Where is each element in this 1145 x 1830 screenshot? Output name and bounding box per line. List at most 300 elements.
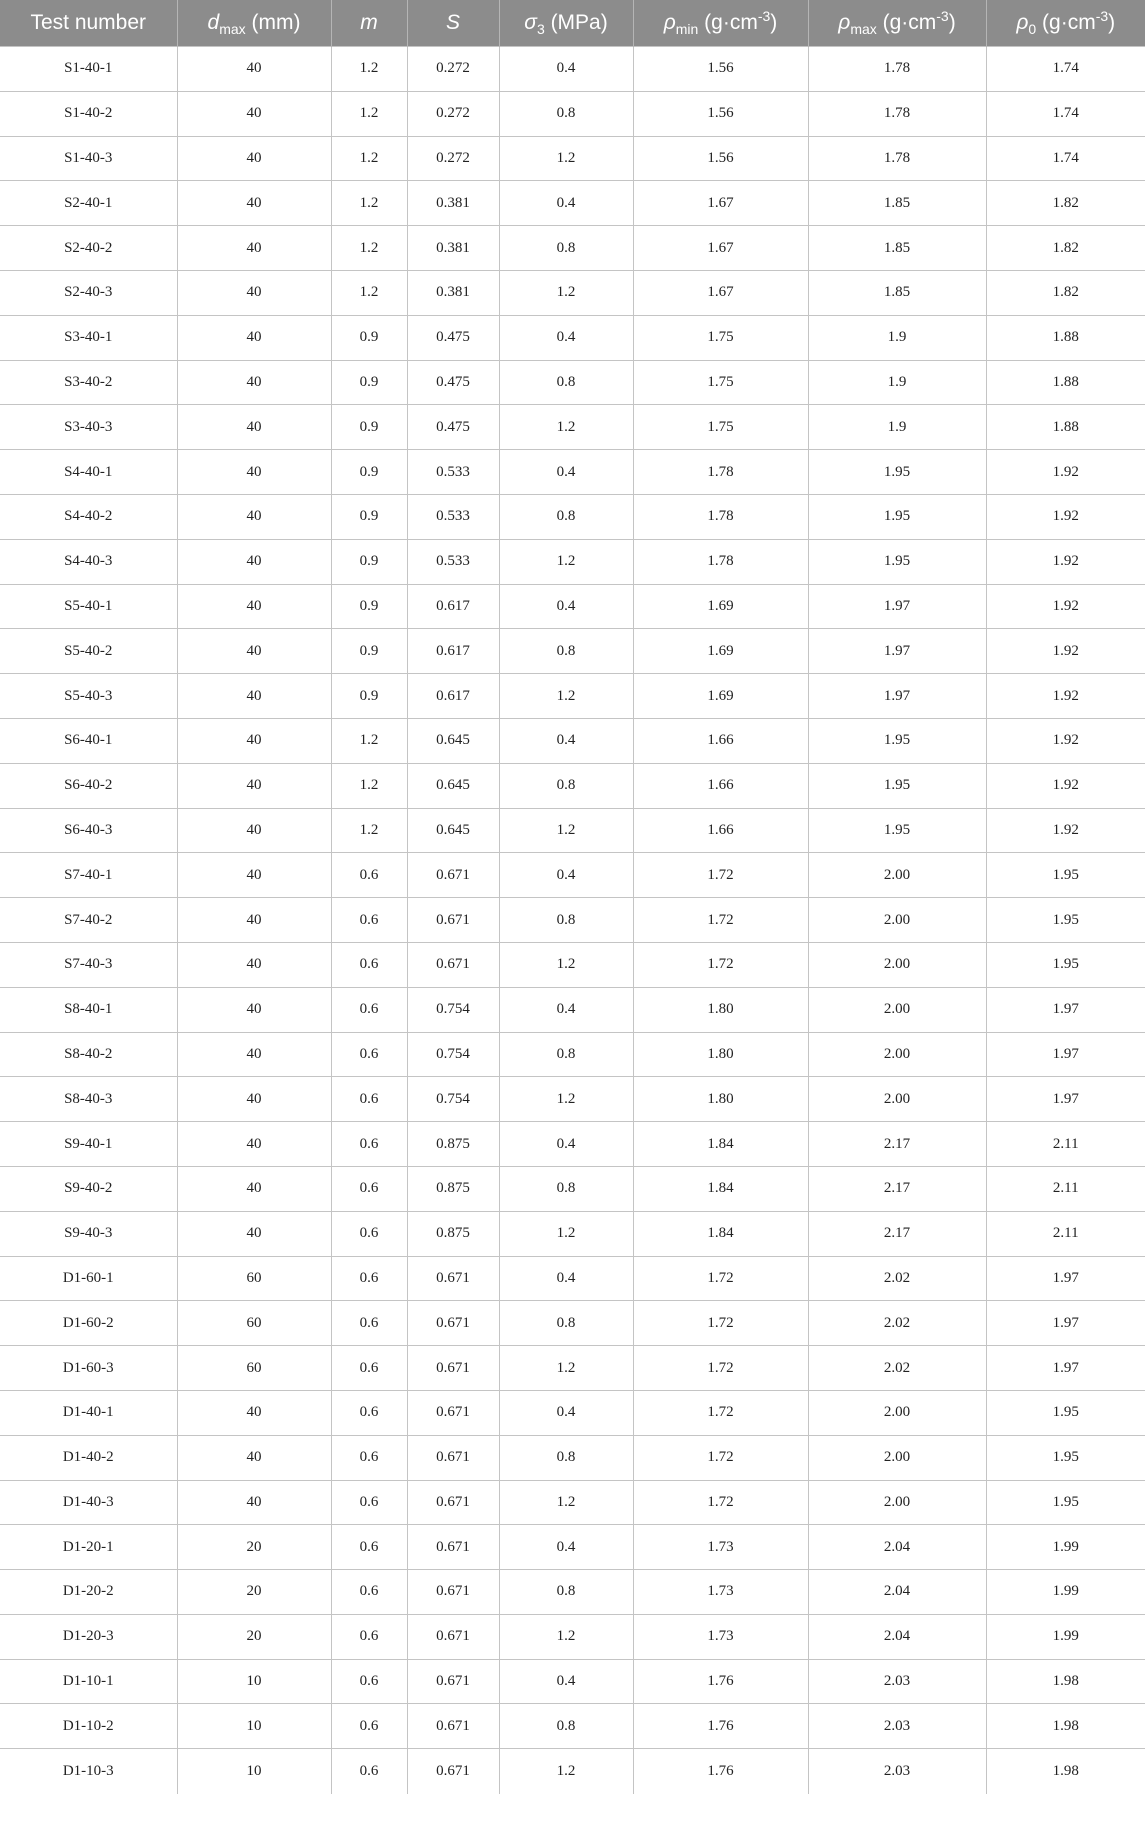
header-unit: (mm) (245, 11, 301, 34)
cell-dmax: 40 (177, 763, 331, 808)
cell-dmax: 40 (177, 270, 331, 315)
cell-test-number: D1-20-2 (0, 1570, 177, 1615)
cell-dmax: 40 (177, 91, 331, 136)
cell-rho-min: 1.84 (633, 1122, 808, 1167)
cell-rho-min: 1.66 (633, 808, 808, 853)
cell-sigma3: 0.8 (499, 1570, 633, 1615)
table-row (0, 674, 1145, 719)
cell-test-number: D1-20-1 (0, 1525, 177, 1570)
table-row (0, 1480, 1145, 1525)
cell-m: 1.2 (331, 136, 407, 181)
cell-rho-max: 1.95 (808, 718, 986, 763)
table-row (0, 1346, 1145, 1391)
table-row (0, 360, 1145, 405)
cell-s: 0.533 (407, 494, 499, 539)
header-rho-0: $\rho_0$ $(g\cdot cm^{-3})$ (986, 0, 1145, 47)
cell-sigma3: 0.4 (499, 1122, 633, 1167)
cell-s: 0.671 (407, 1256, 499, 1301)
cell-rho-0: 1.99 (986, 1525, 1145, 1570)
cell-dmax: 40 (177, 898, 331, 943)
cell-rho-max: 1.97 (808, 584, 986, 629)
cell-sigma3: 1.2 (499, 539, 633, 584)
table-row (0, 270, 1145, 315)
cell-m: 0.6 (331, 1749, 407, 1794)
cell-rho-0: 1.97 (986, 1256, 1145, 1301)
cell-s: 0.754 (407, 1077, 499, 1122)
table-row (0, 629, 1145, 674)
header-row (0, 0, 1145, 47)
cell-rho-0: 2.11 (986, 1211, 1145, 1256)
cell-test-number: S1-40-3 (0, 136, 177, 181)
header-symbol: ρ (663, 11, 676, 34)
table-row (0, 47, 1145, 92)
cell-rho-min: 1.72 (633, 1346, 808, 1391)
cell-m: 0.6 (331, 1525, 407, 1570)
cell-s: 0.475 (407, 360, 499, 405)
cell-sigma3: 1.2 (499, 942, 633, 987)
cell-test-number: S2-40-1 (0, 181, 177, 226)
cell-sigma3: 0.8 (499, 1032, 633, 1077)
cell-rho-max: 1.95 (808, 763, 986, 808)
cell-rho-0: 1.98 (986, 1704, 1145, 1749)
cell-s: 0.272 (407, 47, 499, 92)
table-row (0, 1211, 1145, 1256)
cell-rho-max: 1.97 (808, 674, 986, 719)
cell-rho-min: 1.76 (633, 1659, 808, 1704)
cell-rho-max: 1.78 (808, 136, 986, 181)
cell-sigma3: 0.4 (499, 1390, 633, 1435)
cell-dmax: 40 (177, 360, 331, 405)
cell-m: 1.2 (331, 47, 407, 92)
cell-rho-min: 1.72 (633, 853, 808, 898)
cell-rho-0: 1.98 (986, 1659, 1145, 1704)
cell-dmax: 10 (177, 1749, 331, 1794)
cell-sigma3: 0.4 (499, 450, 633, 495)
header-subscript: max (219, 21, 246, 38)
cell-rho-0: 1.92 (986, 584, 1145, 629)
cell-rho-0: 2.11 (986, 1166, 1145, 1211)
cell-s: 0.533 (407, 450, 499, 495)
cell-test-number: D1-20-3 (0, 1614, 177, 1659)
header-subscript: max (850, 21, 877, 38)
cell-test-number: S7-40-3 (0, 942, 177, 987)
cell-dmax: 40 (177, 1032, 331, 1077)
header-sigma3 (499, 0, 633, 47)
cell-rho-min: 1.72 (633, 1256, 808, 1301)
cell-rho-0: 1.92 (986, 539, 1145, 584)
cell-rho-max: 1.9 (808, 315, 986, 360)
cell-rho-min: 1.75 (633, 405, 808, 450)
cell-rho-max: 2.00 (808, 1480, 986, 1525)
cell-rho-max: 1.78 (808, 47, 986, 92)
table-row (0, 315, 1145, 360)
cell-rho-min: 1.72 (633, 898, 808, 943)
cell-sigma3: 1.2 (499, 1749, 633, 1794)
cell-rho-0: 1.98 (986, 1749, 1145, 1794)
table-row (0, 1704, 1145, 1749)
cell-m: 1.2 (331, 270, 407, 315)
cell-dmax: 60 (177, 1256, 331, 1301)
cell-dmax: 40 (177, 853, 331, 898)
cell-rho-0: 1.97 (986, 1301, 1145, 1346)
header-superscript: -3 (757, 8, 771, 24)
cell-rho-0: 2.11 (986, 1122, 1145, 1167)
table-row (0, 808, 1145, 853)
cell-s: 0.475 (407, 405, 499, 450)
cell-dmax: 20 (177, 1570, 331, 1615)
cell-test-number: S6-40-3 (0, 808, 177, 853)
cell-sigma3: 0.8 (499, 494, 633, 539)
cell-m: 0.6 (331, 1480, 407, 1525)
cell-test-number: D1-10-1 (0, 1659, 177, 1704)
table-row (0, 136, 1145, 181)
cell-rho-max: 2.04 (808, 1570, 986, 1615)
cell-test-number: D1-40-1 (0, 1390, 177, 1435)
cell-rho-max: 2.04 (808, 1525, 986, 1570)
header-symbol: d (207, 11, 220, 34)
cell-test-number: S9-40-1 (0, 1122, 177, 1167)
cell-test-number: S1-40-2 (0, 91, 177, 136)
cell-rho-min: 1.56 (633, 91, 808, 136)
header-m (331, 0, 407, 47)
table-row (0, 1390, 1145, 1435)
cell-m: 0.6 (331, 1659, 407, 1704)
cell-sigma3: 1.2 (499, 808, 633, 853)
cell-m: 0.9 (331, 494, 407, 539)
cell-sigma3: 0.8 (499, 91, 633, 136)
header-text: Test number (30, 11, 147, 34)
cell-m: 0.6 (331, 942, 407, 987)
cell-sigma3: 0.8 (499, 1435, 633, 1480)
header-superscript: -3 (936, 8, 949, 24)
cell-sigma3: 1.2 (499, 405, 633, 450)
cell-sigma3: 1.2 (499, 1346, 633, 1391)
cell-dmax: 40 (177, 584, 331, 629)
cell-test-number: S9-40-2 (0, 1166, 177, 1211)
cell-test-number: S2-40-2 (0, 226, 177, 271)
table-row (0, 1659, 1145, 1704)
table-row (0, 1166, 1145, 1211)
header-dmax (177, 0, 331, 47)
cell-s: 0.754 (407, 1032, 499, 1077)
cell-m: 0.6 (331, 1614, 407, 1659)
cell-m: 0.6 (331, 1166, 407, 1211)
cell-test-number: D1-40-3 (0, 1480, 177, 1525)
cell-rho-max: 2.17 (808, 1211, 986, 1256)
cell-rho-0: 1.92 (986, 808, 1145, 853)
cell-m: 0.6 (331, 987, 407, 1032)
cell-rho-max: 2.00 (808, 853, 986, 898)
cell-s: 0.671 (407, 1614, 499, 1659)
cell-sigma3: 1.2 (499, 1480, 633, 1525)
cell-sigma3: 0.8 (499, 898, 633, 943)
cell-s: 0.875 (407, 1211, 499, 1256)
cell-rho-max: 1.95 (808, 808, 986, 853)
cell-m: 1.2 (331, 808, 407, 853)
cell-s: 0.671 (407, 1704, 499, 1749)
cell-s: 0.645 (407, 763, 499, 808)
table-row (0, 494, 1145, 539)
cell-rho-min: 1.80 (633, 1032, 808, 1077)
cell-test-number: S5-40-1 (0, 584, 177, 629)
cell-rho-max: 1.95 (808, 539, 986, 584)
cell-dmax: 40 (177, 808, 331, 853)
cell-sigma3: 0.8 (499, 1704, 633, 1749)
cell-sigma3: 0.4 (499, 987, 633, 1032)
cell-m: 0.6 (331, 1704, 407, 1749)
cell-rho-max: 2.17 (808, 1166, 986, 1211)
cell-rho-0: 1.82 (986, 181, 1145, 226)
cell-test-number: S7-40-2 (0, 898, 177, 943)
table-row (0, 1435, 1145, 1480)
cell-rho-0: 1.92 (986, 629, 1145, 674)
cell-s: 0.671 (407, 1570, 499, 1615)
cell-s: 0.671 (407, 1525, 499, 1570)
cell-rho-0: 1.95 (986, 1480, 1145, 1525)
cell-dmax: 20 (177, 1614, 331, 1659)
cell-rho-max: 1.85 (808, 181, 986, 226)
cell-s: 0.381 (407, 226, 499, 271)
cell-rho-min: 1.76 (633, 1704, 808, 1749)
table-header (0, 0, 1145, 47)
cell-rho-min: 1.78 (633, 494, 808, 539)
cell-dmax: 40 (177, 315, 331, 360)
cell-sigma3: 0.4 (499, 181, 633, 226)
header-symbol: ρ (1016, 11, 1029, 34)
cell-rho-0: 1.95 (986, 1390, 1145, 1435)
cell-m: 0.6 (331, 1211, 407, 1256)
cell-sigma3: 1.2 (499, 674, 633, 719)
cell-m: 0.9 (331, 405, 407, 450)
cell-dmax: 40 (177, 1122, 331, 1167)
cell-m: 1.2 (331, 91, 407, 136)
table-row (0, 942, 1145, 987)
header-rho-min: $\rho_{min}$ $(g\cdot cm^{-3})$ (633, 0, 808, 47)
cell-sigma3: 0.4 (499, 47, 633, 92)
cell-rho-min: 1.72 (633, 1301, 808, 1346)
cell-dmax: 60 (177, 1346, 331, 1391)
cell-dmax: 40 (177, 47, 331, 92)
table-row (0, 1256, 1145, 1301)
cell-rho-max: 1.95 (808, 450, 986, 495)
cell-rho-min: 1.72 (633, 1435, 808, 1480)
cell-test-number: D1-60-1 (0, 1256, 177, 1301)
cell-rho-min: 1.80 (633, 1077, 808, 1122)
cell-s: 0.617 (407, 584, 499, 629)
cell-rho-0: 1.99 (986, 1570, 1145, 1615)
cell-sigma3: 0.4 (499, 853, 633, 898)
header-symbol: S (445, 11, 460, 34)
table-row (0, 405, 1145, 450)
table-row (0, 1032, 1145, 1077)
cell-s: 0.875 (407, 1166, 499, 1211)
cell-s: 0.533 (407, 539, 499, 584)
cell-s: 0.671 (407, 1390, 499, 1435)
cell-rho-max: 2.03 (808, 1749, 986, 1794)
cell-m: 1.2 (331, 181, 407, 226)
cell-rho-0: 1.88 (986, 315, 1145, 360)
table-row (0, 1122, 1145, 1167)
table-row (0, 539, 1145, 584)
cell-rho-0: 1.82 (986, 226, 1145, 271)
cell-test-number: S2-40-3 (0, 270, 177, 315)
cell-rho-0: 1.95 (986, 942, 1145, 987)
cell-s: 0.671 (407, 898, 499, 943)
cell-rho-min: 1.73 (633, 1570, 808, 1615)
cell-rho-0: 1.82 (986, 270, 1145, 315)
cell-rho-max: 2.00 (808, 1077, 986, 1122)
cell-sigma3: 0.4 (499, 1525, 633, 1570)
cell-sigma3: 1.2 (499, 1211, 633, 1256)
cell-m: 1.2 (331, 763, 407, 808)
cell-sigma3: 0.4 (499, 584, 633, 629)
header-test-number (0, 0, 177, 47)
cell-sigma3: 1.2 (499, 1614, 633, 1659)
cell-m: 0.6 (331, 1346, 407, 1391)
cell-m: 0.9 (331, 584, 407, 629)
cell-m: 0.9 (331, 450, 407, 495)
cell-test-number: S4-40-1 (0, 450, 177, 495)
cell-rho-min: 1.56 (633, 136, 808, 181)
cell-rho-min: 1.67 (633, 181, 808, 226)
cell-m: 0.6 (331, 1570, 407, 1615)
table-row (0, 181, 1145, 226)
cell-dmax: 10 (177, 1704, 331, 1749)
cell-rho-min: 1.69 (633, 674, 808, 719)
cell-test-number: S3-40-1 (0, 315, 177, 360)
table-body (0, 47, 1145, 1794)
header-s (407, 0, 499, 47)
cell-rho-min: 1.66 (633, 718, 808, 763)
cell-dmax: 40 (177, 494, 331, 539)
cell-test-number: D1-10-2 (0, 1704, 177, 1749)
cell-m: 0.6 (331, 898, 407, 943)
cell-sigma3: 0.8 (499, 629, 633, 674)
cell-rho-max: 2.02 (808, 1301, 986, 1346)
cell-test-number: S4-40-2 (0, 494, 177, 539)
cell-rho-min: 1.76 (633, 1749, 808, 1794)
cell-rho-min: 1.84 (633, 1166, 808, 1211)
cell-sigma3: 0.4 (499, 1659, 633, 1704)
cell-rho-max: 2.04 (808, 1614, 986, 1659)
cell-rho-0: 1.74 (986, 91, 1145, 136)
cell-rho-min: 1.72 (633, 1480, 808, 1525)
cell-sigma3: 0.4 (499, 315, 633, 360)
header-subscript: 0 (1028, 21, 1037, 38)
cell-s: 0.671 (407, 1301, 499, 1346)
cell-rho-0: 1.97 (986, 1346, 1145, 1391)
cell-s: 0.671 (407, 1749, 499, 1794)
cell-rho-0: 1.95 (986, 1435, 1145, 1480)
cell-rho-min: 1.67 (633, 270, 808, 315)
cell-dmax: 40 (177, 718, 331, 763)
cell-rho-max: 2.00 (808, 1390, 986, 1435)
cell-s: 0.875 (407, 1122, 499, 1167)
cell-rho-max: 2.00 (808, 987, 986, 1032)
cell-m: 0.6 (331, 1301, 407, 1346)
cell-dmax: 40 (177, 539, 331, 584)
header-unit: (g·cm (1036, 11, 1096, 34)
cell-rho-min: 1.72 (633, 942, 808, 987)
cell-s: 0.272 (407, 136, 499, 181)
cell-dmax: 40 (177, 1077, 331, 1122)
cell-test-number: S8-40-3 (0, 1077, 177, 1122)
cell-dmax: 60 (177, 1301, 331, 1346)
cell-sigma3: 1.2 (499, 136, 633, 181)
cell-test-number: S1-40-1 (0, 47, 177, 92)
table-row (0, 584, 1145, 629)
cell-rho-max: 2.00 (808, 898, 986, 943)
cell-rho-0: 1.92 (986, 674, 1145, 719)
table-row (0, 450, 1145, 495)
cell-rho-min: 1.72 (633, 1390, 808, 1435)
cell-dmax: 40 (177, 450, 331, 495)
table-row (0, 1301, 1145, 1346)
cell-dmax: 40 (177, 629, 331, 674)
table-row (0, 763, 1145, 808)
cell-s: 0.671 (407, 1435, 499, 1480)
cell-m: 0.6 (331, 1256, 407, 1301)
header-unit: (MPa) (544, 11, 608, 34)
cell-s: 0.381 (407, 270, 499, 315)
cell-dmax: 40 (177, 181, 331, 226)
cell-sigma3: 0.8 (499, 1301, 633, 1346)
cell-rho-min: 1.69 (633, 584, 808, 629)
cell-test-number: D1-60-3 (0, 1346, 177, 1391)
table-row (0, 898, 1145, 943)
cell-rho-min: 1.80 (633, 987, 808, 1032)
cell-rho-max: 1.97 (808, 629, 986, 674)
cell-s: 0.671 (407, 942, 499, 987)
cell-rho-min: 1.56 (633, 47, 808, 92)
cell-m: 0.9 (331, 539, 407, 584)
table-row (0, 91, 1145, 136)
cell-test-number: S4-40-3 (0, 539, 177, 584)
cell-test-number: S6-40-2 (0, 763, 177, 808)
table-row (0, 718, 1145, 763)
cell-m: 0.9 (331, 360, 407, 405)
cell-m: 1.2 (331, 718, 407, 763)
cell-s: 0.475 (407, 315, 499, 360)
cell-rho-min: 1.73 (633, 1614, 808, 1659)
cell-test-number: S7-40-1 (0, 853, 177, 898)
cell-m: 0.6 (331, 1122, 407, 1167)
cell-dmax: 40 (177, 1166, 331, 1211)
cell-rho-max: 2.17 (808, 1122, 986, 1167)
cell-s: 0.645 (407, 718, 499, 763)
cell-rho-0: 1.99 (986, 1614, 1145, 1659)
cell-dmax: 40 (177, 674, 331, 719)
cell-dmax: 40 (177, 1211, 331, 1256)
cell-test-number: S3-40-2 (0, 360, 177, 405)
cell-test-number: S5-40-2 (0, 629, 177, 674)
cell-rho-max: 1.85 (808, 270, 986, 315)
cell-rho-0: 1.88 (986, 360, 1145, 405)
cell-test-number: D1-40-2 (0, 1435, 177, 1480)
cell-m: 0.9 (331, 629, 407, 674)
cell-dmax: 40 (177, 405, 331, 450)
cell-rho-min: 1.67 (633, 226, 808, 271)
cell-dmax: 10 (177, 1659, 331, 1704)
table-row (0, 1077, 1145, 1122)
cell-rho-0: 1.97 (986, 1077, 1145, 1122)
cell-rho-0: 1.97 (986, 987, 1145, 1032)
cell-dmax: 40 (177, 1390, 331, 1435)
table-row (0, 1614, 1145, 1659)
cell-dmax: 40 (177, 136, 331, 181)
cell-rho-0: 1.74 (986, 136, 1145, 181)
cell-test-number: S3-40-3 (0, 405, 177, 450)
